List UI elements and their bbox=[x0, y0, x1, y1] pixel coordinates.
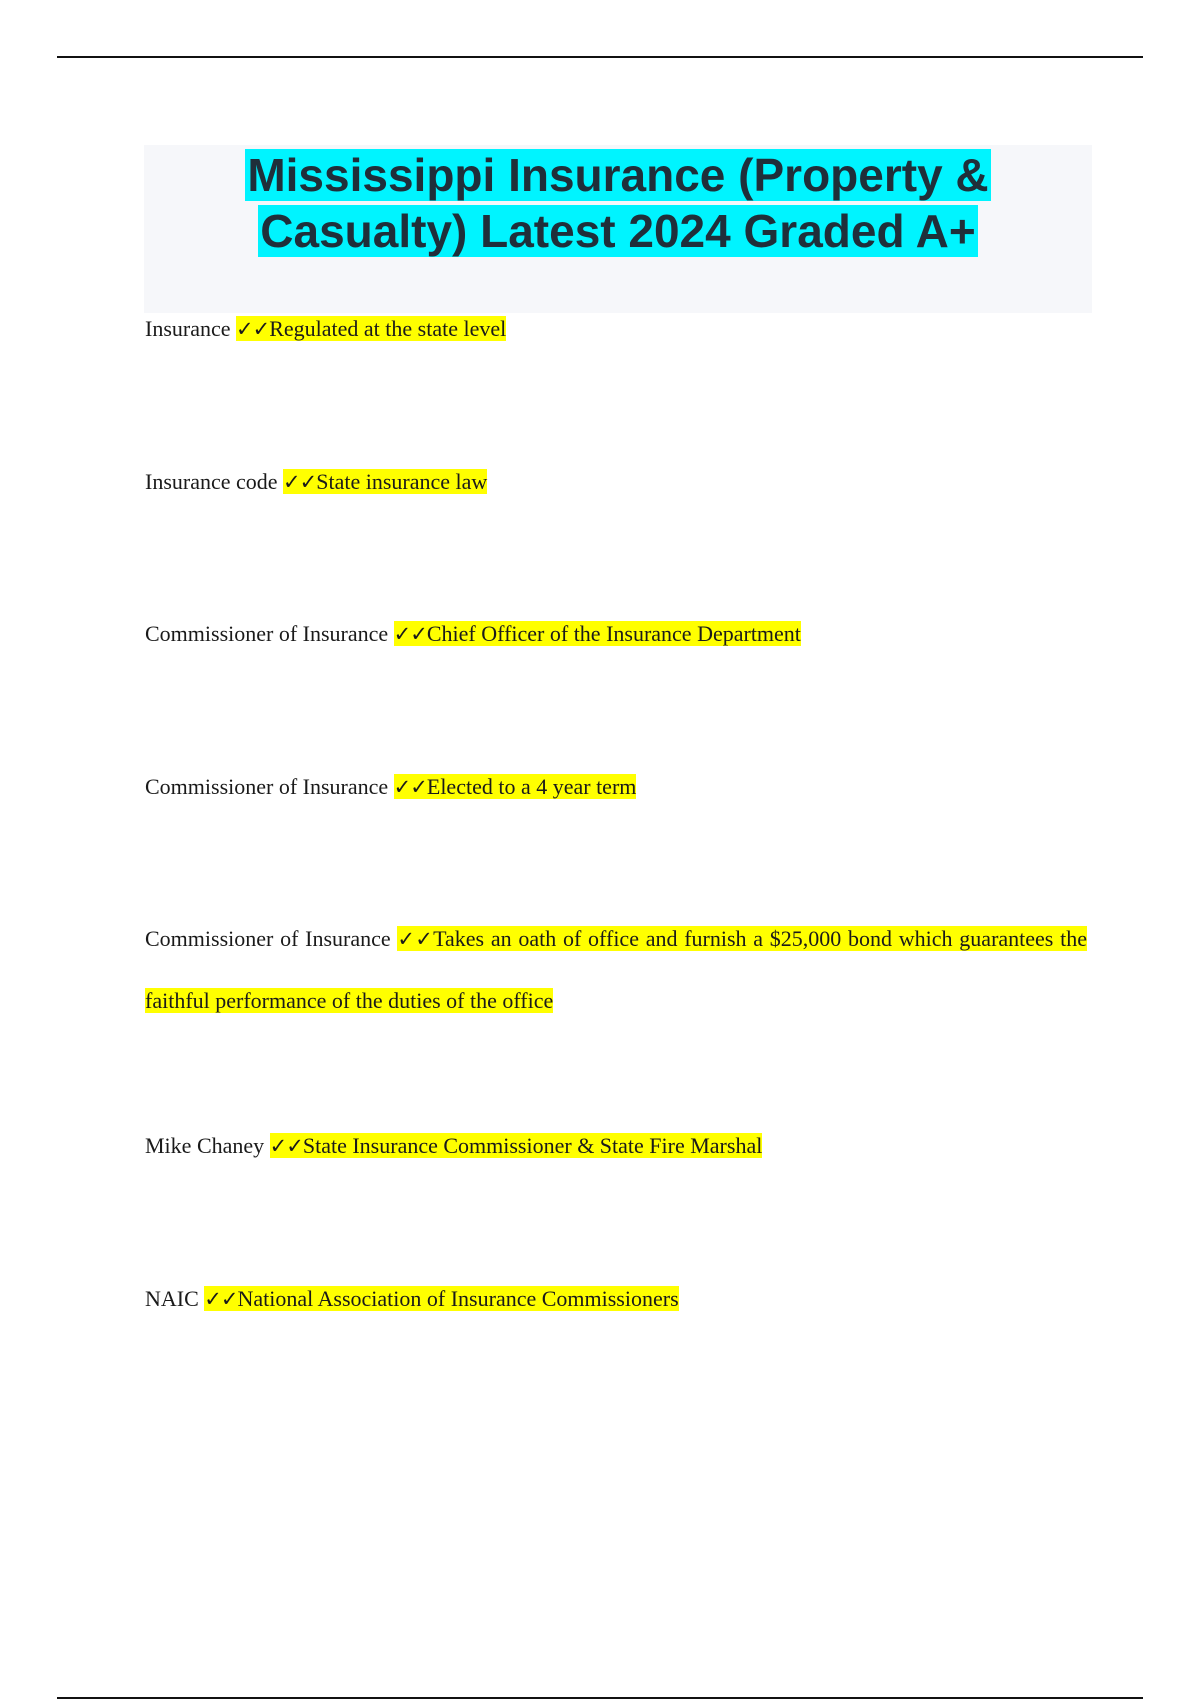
document-title bbox=[144, 145, 1092, 259]
entry-answer: National Association of Insurance Commissioners bbox=[237, 1286, 679, 1311]
double-check-icon: ✓✓ bbox=[393, 775, 427, 799]
title-line-1: Mississippi Insurance (Property & bbox=[247, 149, 989, 201]
double-check-icon: ✓✓ bbox=[283, 470, 317, 494]
entry-term: Commissioner of Insurance bbox=[145, 926, 391, 951]
double-check-icon: ✓✓ bbox=[204, 1287, 238, 1311]
footer-rule bbox=[57, 1697, 1143, 1699]
flashcard-entry bbox=[145, 620, 1087, 648]
entry-answer: State Insurance Commissioner & State Fire Marshal bbox=[302, 1133, 763, 1158]
entry-term: Insurance code bbox=[145, 469, 278, 494]
entry-answer: Elected to a 4 year term bbox=[426, 774, 637, 799]
entry-answer-highlight bbox=[394, 774, 637, 799]
double-check-icon: ✓✓ bbox=[269, 1134, 303, 1158]
flashcard-entry bbox=[145, 1285, 1087, 1313]
entry-answer: Chief Officer of the Insurance Department bbox=[426, 621, 801, 646]
flashcard-entry bbox=[145, 315, 1087, 343]
entry-answer: Takes an oath of office and furnish a $25,000 bond which guarantees the faithful performance of the duties of the office bbox=[145, 926, 1087, 1013]
double-check-icon: ✓✓ bbox=[393, 622, 427, 646]
flashcard-entry bbox=[145, 908, 1087, 1031]
entry-term: Insurance bbox=[145, 316, 231, 341]
entry-answer: Regulated at the state level bbox=[269, 316, 507, 341]
flashcard-entry bbox=[145, 468, 1087, 496]
entry-term: Mike Chaney bbox=[145, 1133, 265, 1158]
entry-answer-highlight bbox=[236, 316, 506, 341]
entry-answer-highlight bbox=[394, 621, 801, 646]
entry-answer-highlight bbox=[270, 1133, 763, 1158]
flashcard-entry bbox=[145, 1132, 1087, 1160]
entry-answer-highlight bbox=[283, 469, 487, 494]
entry-answer-highlight bbox=[204, 1286, 678, 1311]
entry-term: Commissioner of Insurance bbox=[145, 774, 389, 799]
header-rule bbox=[57, 56, 1143, 58]
title-line-2: Casualty) Latest 2024 Graded A+ bbox=[260, 205, 976, 257]
flashcard-entry bbox=[145, 773, 1087, 801]
entry-term: NAIC bbox=[145, 1286, 199, 1311]
entry-term: Commissioner of Insurance bbox=[145, 621, 389, 646]
entry-answer: State insurance law bbox=[316, 469, 488, 494]
double-check-icon: ✓✓ bbox=[397, 927, 434, 951]
title-banner bbox=[144, 145, 1092, 313]
double-check-icon: ✓✓ bbox=[236, 317, 270, 341]
